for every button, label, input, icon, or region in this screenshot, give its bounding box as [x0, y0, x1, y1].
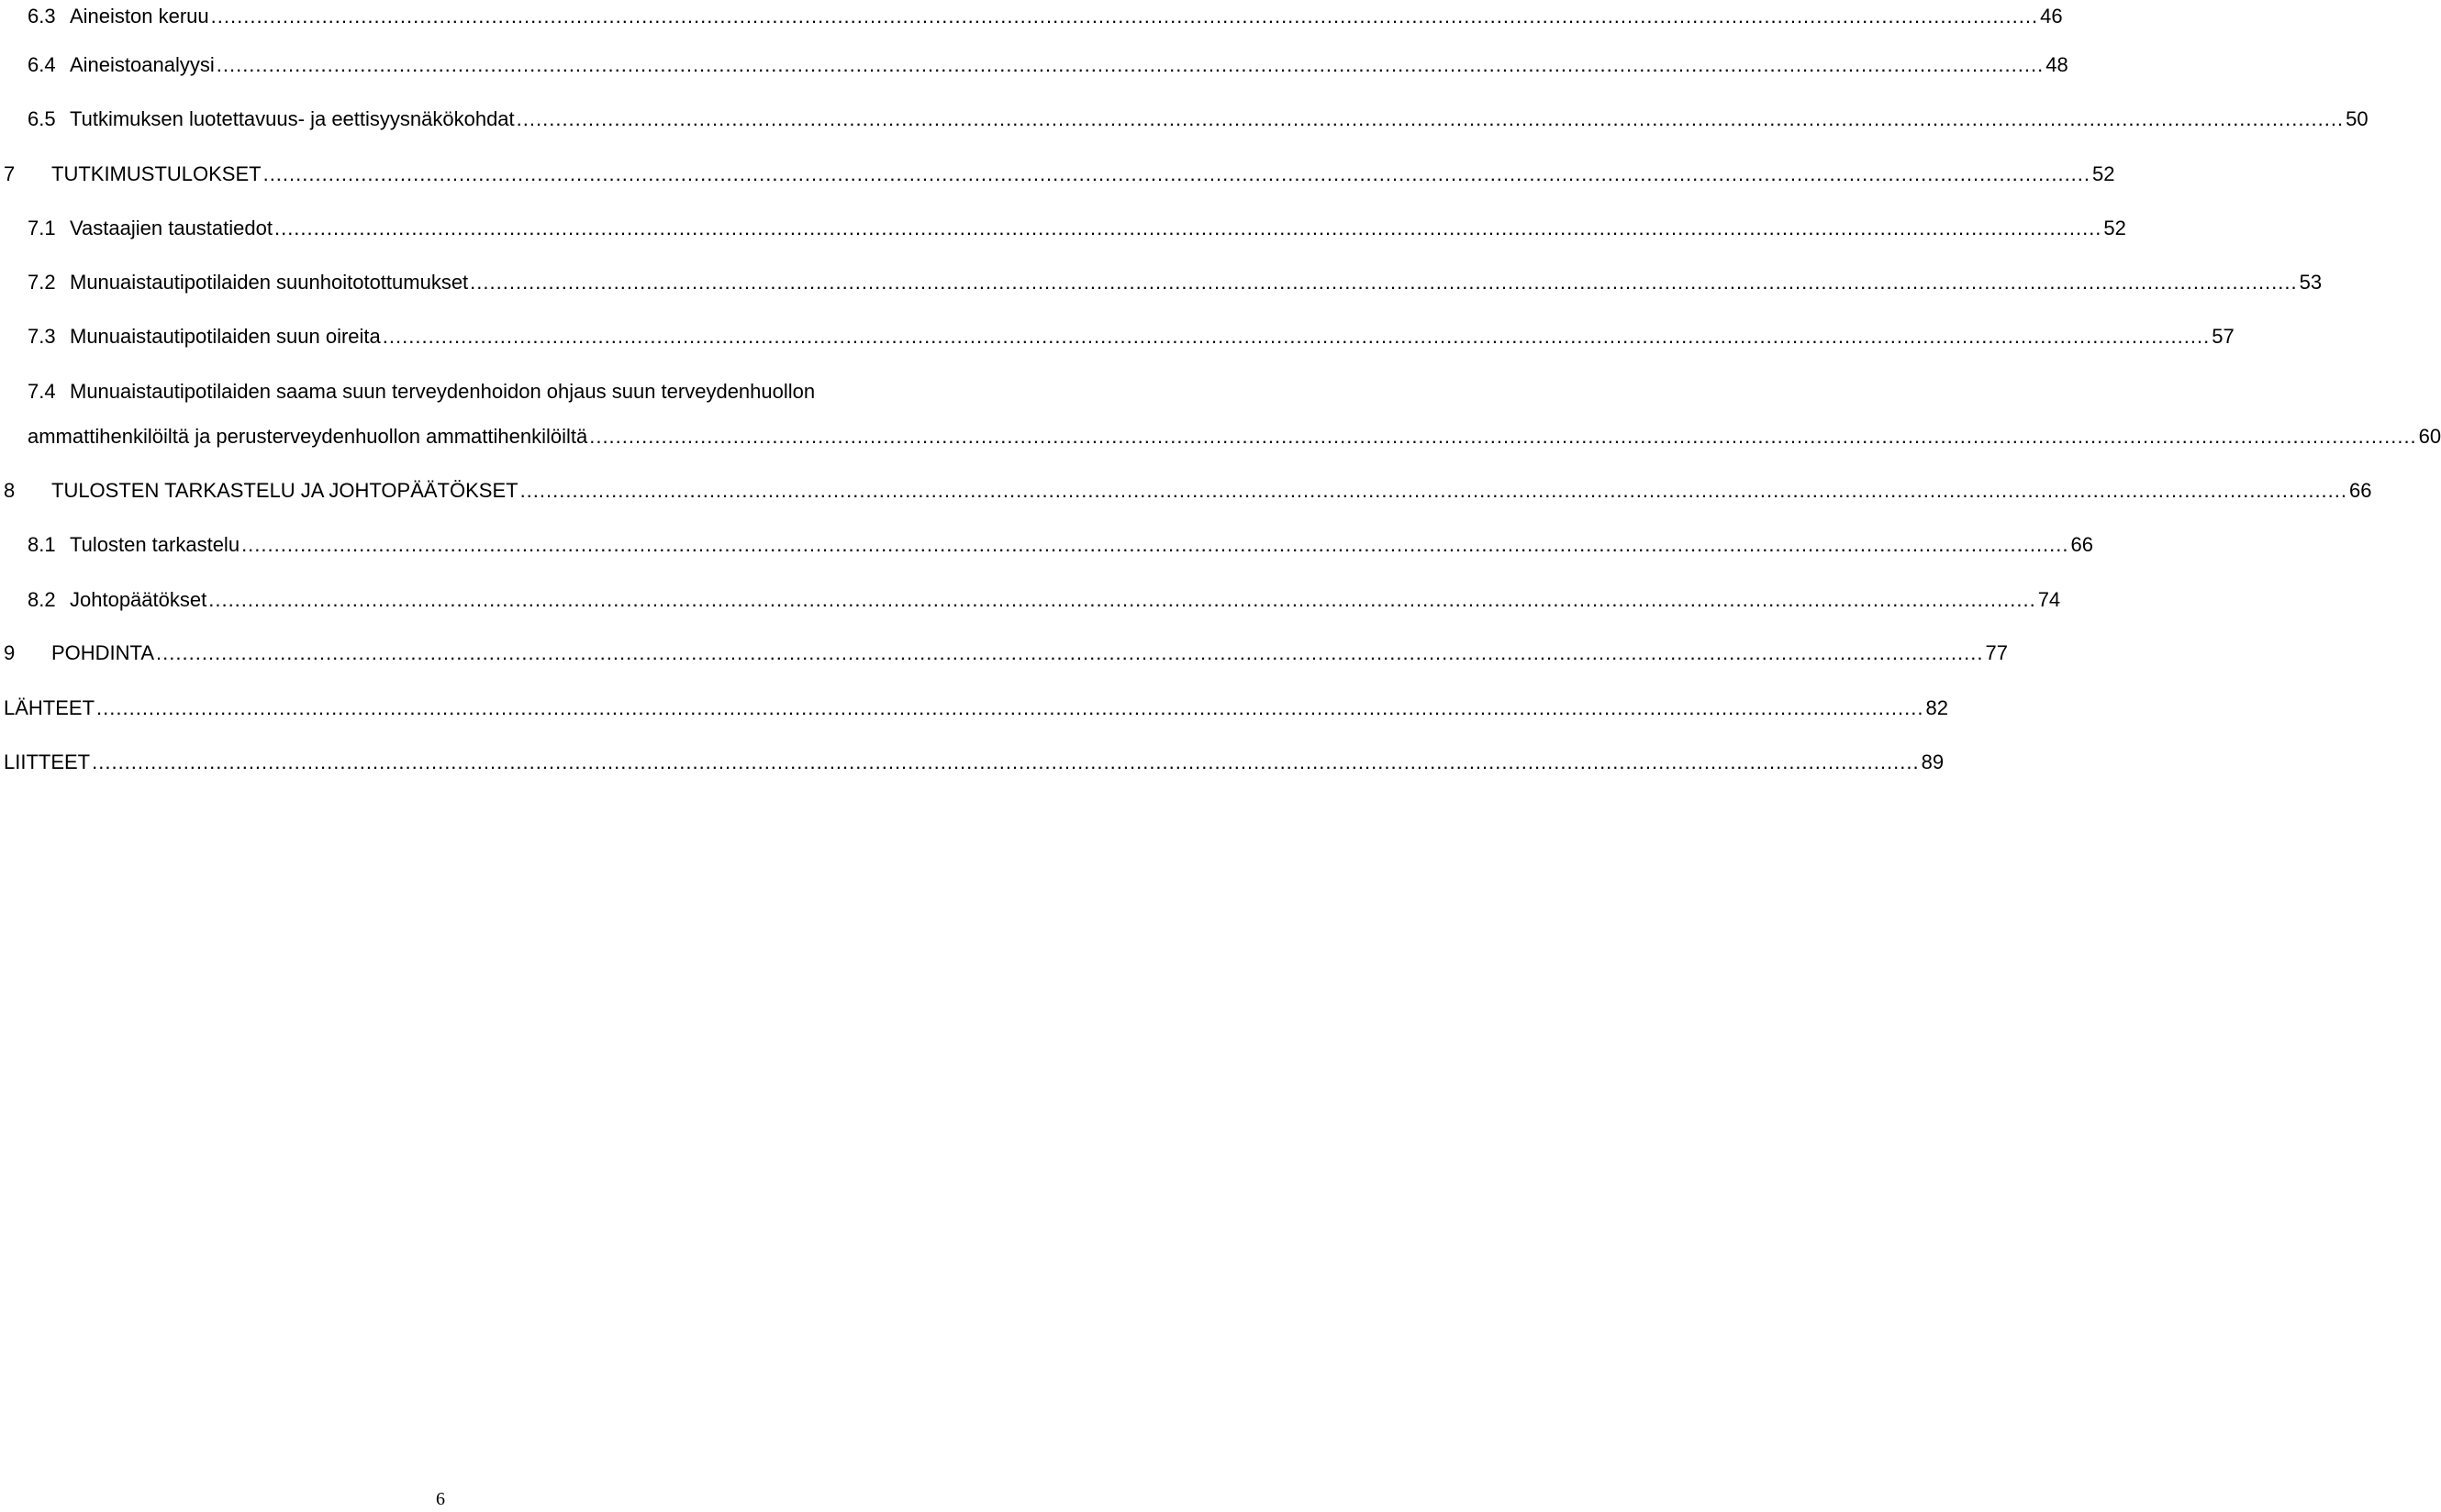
dot-leader [470, 270, 2297, 295]
toc-page: 66 [2070, 533, 2093, 556]
toc-page: 57 [2212, 325, 2235, 348]
toc-title: Tulosten tarkastelu [70, 533, 240, 556]
dot-leader [517, 106, 2344, 132]
toc-entry-8-1[interactable] [4, 532, 2093, 558]
toc-entry-9[interactable] [4, 640, 2008, 666]
toc-number: 7.2 [28, 271, 56, 294]
toc-page: 89 [1921, 750, 1945, 773]
toc-title: LÄHTEET [4, 696, 95, 719]
toc-title: Munuaistautipotilaiden suun oireita [70, 325, 381, 348]
toc-entry-7-3[interactable] [4, 324, 2235, 350]
toc-title: Aineistoanalyysi [70, 53, 215, 76]
toc-title: LIITTEET [4, 750, 91, 773]
toc-number: 7.1 [28, 217, 56, 239]
dot-leader [156, 640, 1983, 666]
dot-leader [241, 532, 2068, 558]
toc-entry-8-2[interactable] [4, 587, 2061, 613]
page-number: 6 [436, 1489, 445, 1509]
toc-title-line1: Munuaistautipotilaiden saama suun terveydenhoidon ohjaus suun terveydenhuollon [70, 380, 816, 403]
toc-title: POHDINTA [51, 641, 155, 664]
toc-page: 74 [2037, 588, 2061, 611]
toc-title: Vastaajien taustatiedot [70, 217, 273, 239]
dot-leader [208, 587, 2035, 613]
toc-page: 77 [1985, 641, 2008, 664]
toc-entry-7-4-line1[interactable] [4, 379, 900, 405]
toc-title: Munuaistautipotilaiden suunhoitotottumukset [70, 271, 469, 294]
toc-number: 8 [4, 479, 16, 502]
dot-leader [274, 216, 2101, 241]
toc-page: 82 [1925, 696, 1948, 719]
toc-page: 52 [2103, 217, 2126, 239]
toc-entry-liitteet[interactable] [4, 750, 1945, 775]
toc-entry-6-3[interactable] [4, 4, 2063, 29]
dot-leader [263, 161, 2090, 187]
toc-number: 8.2 [28, 588, 56, 611]
dot-leader [92, 750, 1919, 775]
toc-entry-7[interactable] [4, 161, 2115, 187]
toc-title: TUTKIMUSTULOKSET [51, 162, 262, 185]
dot-leader [211, 4, 2038, 29]
toc-page: 53 [2299, 271, 2323, 294]
toc-number: 6.5 [28, 107, 56, 130]
toc-entry-7-1[interactable] [4, 216, 2126, 241]
toc-number: 6.3 [28, 5, 56, 28]
dot-leader [217, 52, 2044, 78]
toc-page: 52 [2092, 162, 2115, 185]
toc-entry-7-2[interactable] [4, 270, 2323, 295]
toc-page: 46 [2040, 5, 2063, 28]
toc-entry-8[interactable] [4, 478, 2372, 504]
toc-page: 48 [2045, 53, 2068, 76]
dot-leader [383, 324, 2210, 350]
toc-number: 9 [4, 641, 16, 664]
toc-entry-lahteet[interactable] [4, 695, 1948, 721]
toc-title: TULOSTEN TARKASTELU JA JOHTOPÄÄTÖKSET [51, 479, 518, 502]
toc-page: 60 [2418, 425, 2441, 448]
dot-leader [520, 478, 2347, 504]
toc-number: 8.1 [28, 533, 56, 556]
dot-leader [589, 424, 2416, 450]
toc-number: 7.3 [28, 325, 56, 348]
toc-entry-6-5[interactable] [4, 106, 2369, 132]
toc-title: Tutkimuksen luotettavuus- ja eettisyysnäkökohdat [70, 107, 515, 130]
toc-title: Johtopäätökset [70, 588, 207, 611]
toc-page: 50 [2346, 107, 2369, 130]
toc-page: 66 [2349, 479, 2372, 502]
toc-entry-6-4[interactable] [4, 52, 2068, 78]
toc-title: Aineiston keruu [70, 5, 209, 28]
toc-title-line2: ammattihenkilöiltä ja perusterveydenhuollon ammattihenkilöiltä [28, 425, 588, 448]
toc-number: 7 [4, 162, 16, 185]
toc-entry-7-4-line2[interactable] [4, 424, 2441, 450]
toc-number: 7.4 [28, 380, 56, 403]
toc-number: 6.4 [28, 53, 56, 76]
dot-leader [96, 695, 1923, 721]
